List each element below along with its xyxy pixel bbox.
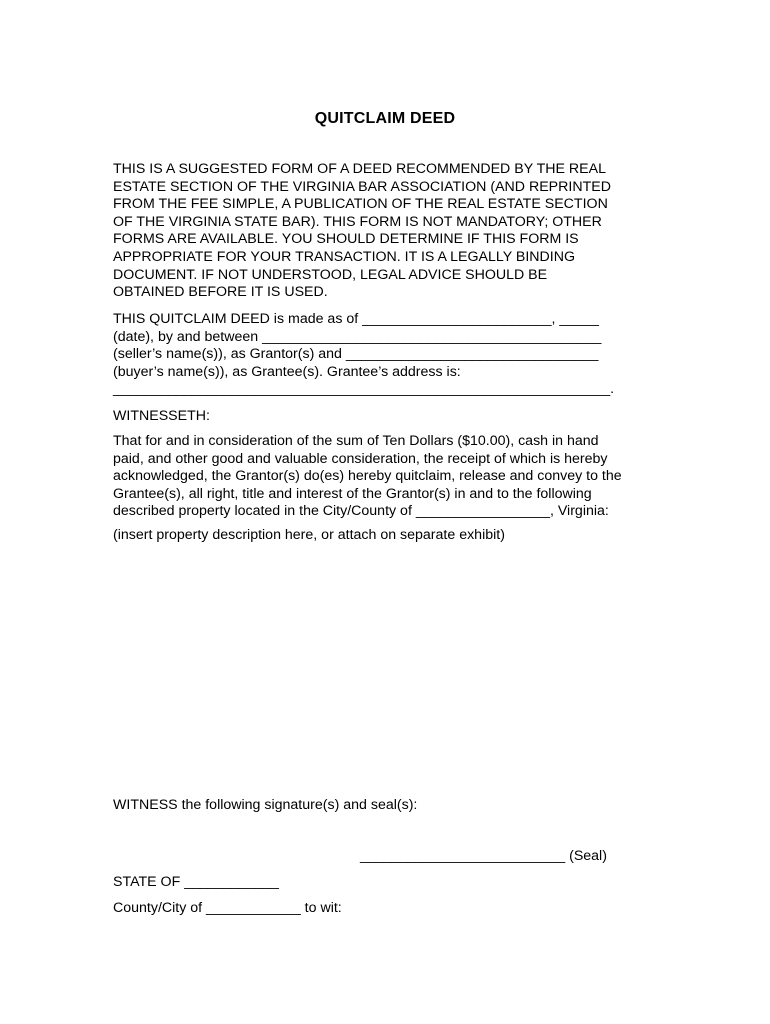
seal-signature-line: __________________________ (Seal) [360, 848, 607, 864]
consideration-paragraph [113, 433, 673, 521]
state-line: STATE OF ____________ [113, 874, 279, 890]
disclaimer-line: OBTAINED BEFORE IT IS USED. [113, 284, 328, 301]
witnesseth-heading: WITNESSETH: [113, 408, 210, 424]
consideration-line: acknowledged, the Grantor(s) do(es) hereby quitclaim, release and convey to the [113, 468, 622, 485]
document-title: QUITCLAIM DEED [314, 110, 456, 127]
county-city-line: County/City of ____________ to wit: [113, 900, 342, 916]
disclaimer-line: FORMS ARE AVAILABLE. YOU SHOULD DETERMINE IF THIS FORM IS [113, 231, 579, 248]
disclaimer-line: FROM THE FEE SIMPLE, A PUBLICATION OF THE REAL ESTATE SECTION [113, 196, 608, 213]
consideration-line: Grantee(s), all right, title and interest of the Grantor(s) in and to the following [113, 485, 592, 502]
disclaimer-line: ESTATE SECTION OF THE VIRGINIA BAR ASSOCIATION (AND REPRINTED [113, 178, 611, 195]
consideration-line: described property located in the City/County of _________________, Virginia: [113, 503, 609, 520]
parties-line: (seller’s name(s)), as Grantor(s) and ________________________________ [113, 346, 599, 363]
consideration-line: paid, and other good and valuable consideration, the receipt of which is hereby [113, 450, 608, 467]
disclaimer-line: APPROPRIATE FOR YOUR TRANSACTION. IT IS A LEGALLY BINDING [113, 248, 575, 265]
disclaimer-line: OF THE VIRGINIA STATE BAR). THIS FORM IS NOT MANDATORY; OTHER [113, 213, 602, 230]
property-description-instruction: (insert property description here, or attach on separate exhibit) [113, 527, 505, 543]
parties-line: THIS QUITCLAIM DEED is made as of ________________________, _____ [113, 311, 599, 327]
consideration-line: That for and in consideration of the sum of Ten Dollars ($10.00), cash in hand [113, 433, 599, 449]
parties-line: (buyer’s name(s)), as Grantee(s). Grantee’s address is: [113, 363, 461, 380]
disclaimer-line: THIS IS A SUGGESTED FORM OF A DEED RECOMMENDED BY THE REAL [113, 161, 606, 177]
witness-signature-statement: WITNESS the following signature(s) and seal(s): [113, 797, 418, 813]
parties-line: (date), by and between ___________________________________________ [113, 328, 602, 345]
disclaimer-paragraph [113, 161, 673, 302]
parties-paragraph [113, 311, 673, 399]
grantee-address-line: _______________________________________________________________. [113, 381, 615, 398]
disclaimer-line: DOCUMENT. IF NOT UNDERSTOOD, LEGAL ADVICE SHOULD BE [113, 266, 548, 283]
